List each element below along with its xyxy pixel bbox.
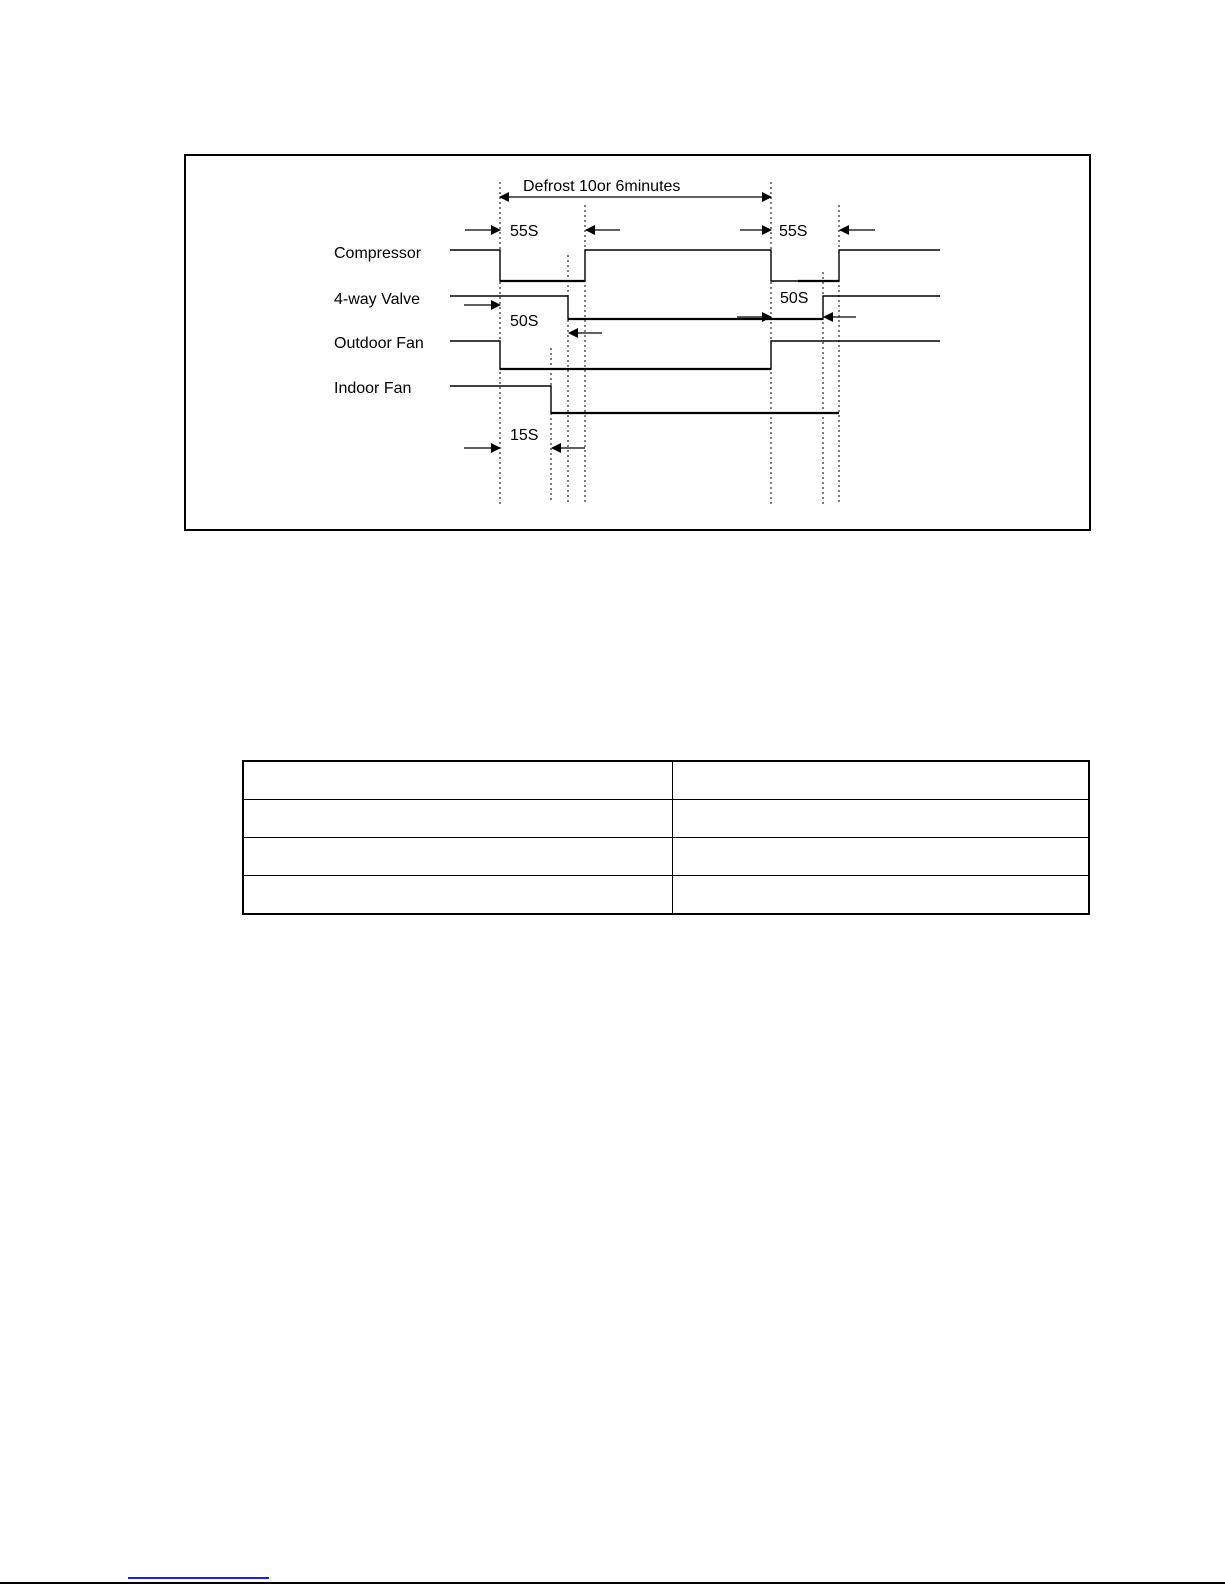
table-cell bbox=[673, 800, 1090, 838]
table-cell bbox=[243, 876, 673, 915]
four-way-valve-label: 4-way Valve bbox=[334, 291, 420, 308]
table-row bbox=[243, 838, 1089, 876]
table-cell bbox=[673, 838, 1090, 876]
indoor-fan-delay-label: 15S bbox=[510, 427, 539, 444]
diagram-frame bbox=[185, 155, 1090, 530]
table-cell bbox=[243, 800, 673, 838]
outdoor-fan-waveform bbox=[450, 341, 940, 369]
compressor-off-end-label: 55S bbox=[779, 223, 808, 240]
table-row bbox=[243, 800, 1089, 838]
table-cell bbox=[243, 761, 673, 800]
status-table bbox=[242, 760, 1090, 915]
footer-rule bbox=[0, 1582, 1225, 1584]
indoor-fan-waveform bbox=[450, 386, 839, 413]
compressor-label: Compressor bbox=[334, 245, 422, 262]
footer-link-underline[interactable] bbox=[128, 1577, 269, 1579]
table-cell bbox=[673, 761, 1090, 800]
table-cell bbox=[673, 876, 1090, 915]
defrost-duration-label: Defrost 10or 6minutes bbox=[523, 178, 681, 195]
valve-delay-start-label: 50S bbox=[510, 313, 539, 330]
table-row bbox=[243, 876, 1089, 915]
outdoor-fan-label: Outdoor Fan bbox=[334, 335, 424, 352]
compressor-waveform bbox=[450, 250, 940, 281]
valve-delay-end-label: 50S bbox=[780, 290, 809, 307]
table-row bbox=[243, 761, 1089, 800]
compressor-off-start-label: 55S bbox=[510, 223, 539, 240]
indoor-fan-label: Indoor Fan bbox=[334, 380, 412, 397]
table-cell bbox=[243, 838, 673, 876]
